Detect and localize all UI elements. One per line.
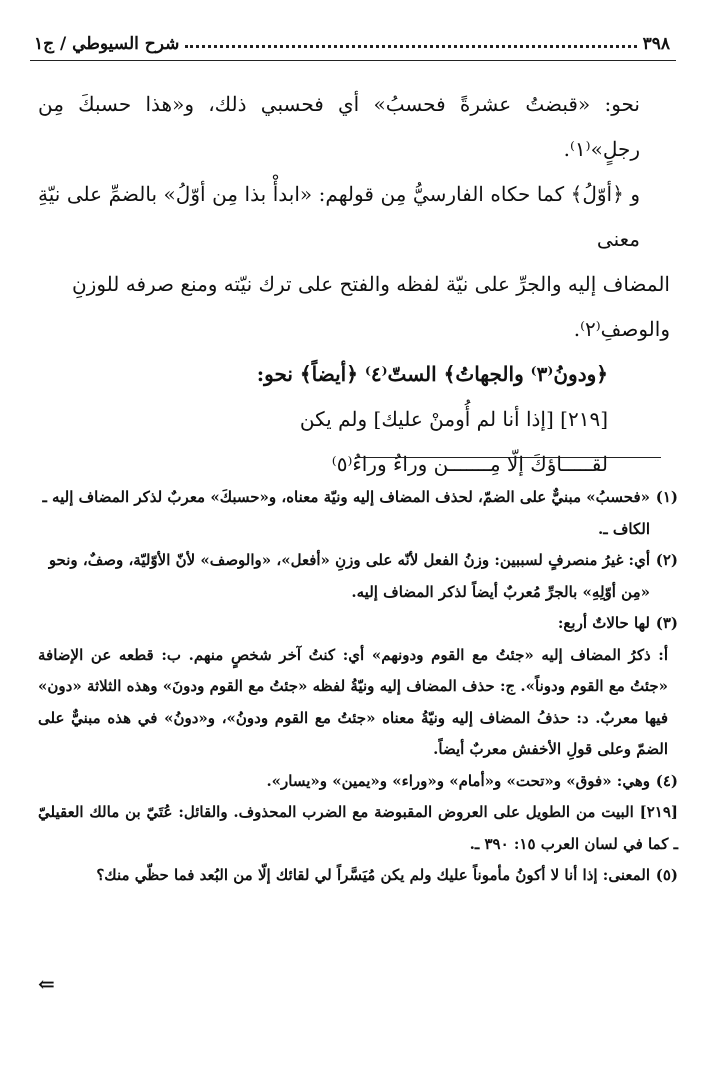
footnote-text: المعنى: إذا أنا لا أكونُ مأموناً عليك ولم يكن مُيَسَّراً لي لقائك إلّا من البُعد فما حظّي منك؟ (96, 866, 650, 884)
footnote-text: وهي: «فوق» و«تحت» و«أمام» و«وراء» و«يمين» و«يسار». (266, 771, 650, 790)
footnote-3 (38, 608, 678, 640)
main-line: ﴿ودونُ⁽٣⁾ والجهاتُ﴾ الستّ⁽٤⁾ ﴿أيضاً﴾ نحو: (256, 362, 608, 386)
main-line: نحو: «قبضتُ عشرةً فحسبُ» أي فحسبي ذلك، و«هذا حسبكَ مِن رجلٍ»⁽١⁾. (38, 92, 640, 161)
footnote-4 (38, 766, 678, 798)
footnote-text: أي: غيرُ منصرفٍ لسببين: وزنُ الفعل لأنّه على وزنِ «أفعل»، «والوصف» لأنّ الأوّليّة، وصفٌ، ونحو «مِن أوّلِهِ» بالجرِّ مُعربٌ أيضاً لذكر المضاف إليه. (48, 551, 650, 601)
footnote-text: «فحسبُ» مبنيٌّ على الضمّ، لحذف المضاف إليه ونيّة معناه، و«حسبكَ» معربٌ لذكر المضاف إليه ـ الكاف ـ. (42, 488, 650, 538)
footnote-5 (38, 860, 678, 892)
continue-arrow-icon: ⇐ (38, 972, 55, 996)
footnotes (38, 482, 678, 892)
verse-first-hemistich: [٢١٩] [إذا أنا لم أُومنْ عليك] ولم يكن (299, 407, 608, 431)
running-title: شرح السيوطي / ج١ (34, 34, 180, 54)
footnote-rule (355, 457, 661, 458)
footnote-1 (38, 482, 678, 545)
verse-second-hemistich: لقـــــاؤكَ إلّا مِـــــــن وراءُ وراءُ⁽٥⁾ (331, 452, 608, 476)
footnote-number: (٢) (655, 551, 678, 569)
header-rule (30, 60, 676, 61)
main-line: المضاف إليه والجرِّ على نيّة لفظه والفتح على ترك نيّته ومنع صرفه للوزنِ (71, 272, 670, 296)
main-text (38, 82, 670, 487)
footnote-3-details: أ: ذكرُ المضاف إليه «جئتُ مع القوم ودونهم» أي: كنتُ آخر شخصٍ منهم. ب: قطعه عن الإضافة «جئتُ مع القوم ودوناً». ج: حذف المضاف إليه ونيّةُ لفظه «جئتُ مع القوم ودونَ» وهذه الثلاثة «دون» فيها معربٌ. د: حذفُ المضاف إليه ونيّةُ معناه «جئتُ مع القوم ودونُ»، و«دونُ» في هذه مبنيٌّ على الضمّ وعلى قولِ الأخفش معربٌ أيضاً. (38, 645, 668, 758)
footnote-text: لها حالاتٌ أربع: (557, 614, 650, 632)
main-line: و ﴿أوّلُ﴾ كما حكاه الفارسيُّ مِن قولهم: «ابدأْ بذا مِن أوّلُ» بالضمِّ على نيّةِ معنى (38, 182, 640, 251)
header-leader-dots (185, 45, 636, 48)
footnote-2 (38, 545, 678, 608)
page-number: ٣٩٨ (642, 34, 670, 54)
footnote-number: (٥) (655, 866, 678, 884)
footnote-number: (١) (655, 488, 678, 506)
footnote-number: (٤) (655, 771, 678, 790)
main-line: والوصفِ⁽٢⁾. (573, 317, 670, 341)
page-header (34, 28, 670, 54)
footnote-number: (٣) (655, 614, 678, 632)
verse-reference-note: [٢١٩] البيت من الطويل على العروض المقبوضة مع الضرب المحذوف. والقائل: عُتَيّ بن مالك العقيليّ ـ كما في لسان العرب ١٥: ٣٩٠ ـ. (38, 803, 678, 853)
